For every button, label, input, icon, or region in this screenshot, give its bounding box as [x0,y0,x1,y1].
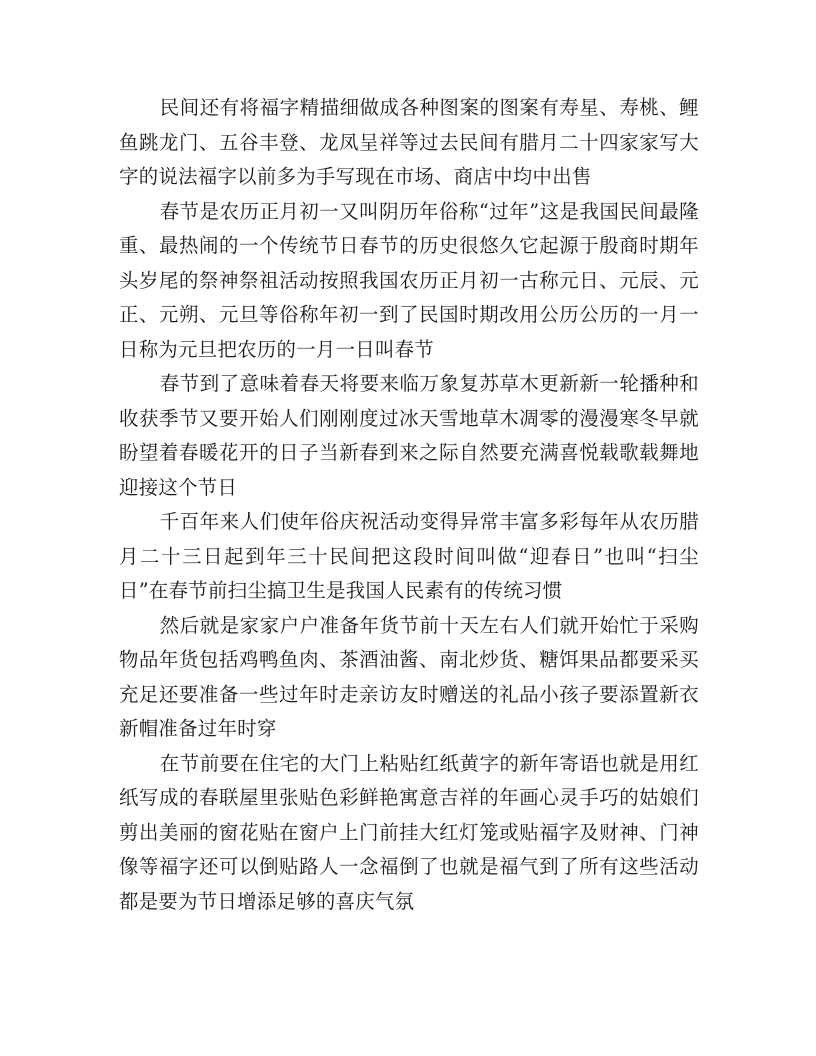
paragraph-new-year-goods: 然后就是家家户户准备年货节前十天左右人们就开始忙于采购物品年货包括鸡鸭鱼肉、茶酒油酱、南北炒货、糖饵果品都要采买充足还要准备一些过年时走亲访友时赠送的礼品小孩子要添置新衣新帽准备过年时穿 [119,613,699,740]
document-page [119,91,699,919]
paragraph-fu-character-patterns: 民间还有将福字精描细做成各种图案的图案有寿星、寿桃、鲤鱼跳龙门、五谷丰登、龙凤呈祥等过去民间有腊月二十四家家写大字的说法福字以前多为手写现在市场、商店中均中出售 [119,96,699,188]
paragraph-welcome-spring-days: 千百年来人们使年俗庆祝活动变得异常丰富多彩每年从农历腊月二十三日起到年三十民间把这段时间叫做“迎春日”也叫“扫尘日”在春节前扫尘搞卫生是我国人民素有的传统习惯 [119,510,699,602]
paragraph-spring-festival-origin: 春节是农历正月初一又叫阴历年俗称“过年”这是我国民间最隆重、最热闹的一个传统节日春节的历史很悠久它起源于殷商时期年头岁尾的祭神祭祖活动按照我国农历正月初一古称元日、元辰、元正、元朔、元旦等俗称年初一到了民国时期改用公历公历的一月一日称为元旦把农历的一月一日叫春节 [119,199,699,361]
paragraph-decorations: 在节前要在住宅的大门上粘贴红纸黄字的新年寄语也就是用红纸写成的春联屋里张贴色彩鲜艳寓意吉祥的年画心灵手巧的姑娘们剪出美丽的窗花贴在窗户上门前挂大红灯笼或贴福字及财神、门神像等福字还可以倒贴路人一念福倒了也就是福气到了所有这些活动都是要为节日增添足够的喜庆气氛 [119,751,699,913]
paragraph-spring-arrival: 春节到了意味着春天将要来临万象复苏草木更新新一轮播种和收获季节又要开始人们刚刚度过冰天雪地草木凋零的漫漫寒冬早就盼望着春暖花开的日子当新春到来之际自然要充满喜悦载歌载舞地迎接这个节日 [119,372,699,499]
